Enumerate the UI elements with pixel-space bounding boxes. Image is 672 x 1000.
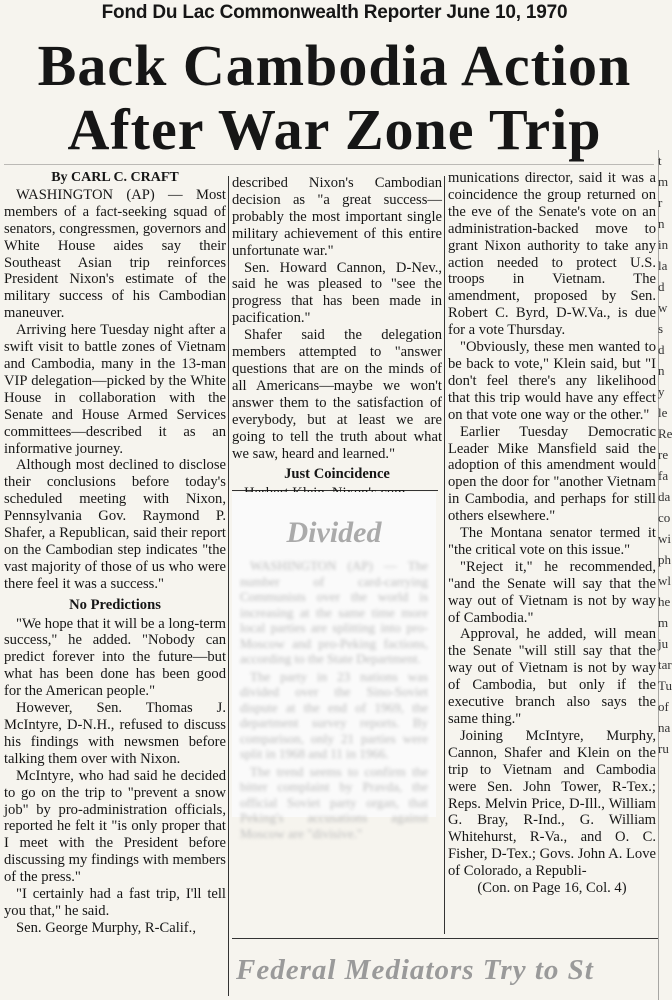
adjacent-column-fragments <box>658 150 672 1000</box>
paragraph: Shafer said the delegation members attempted to "answer questions that are on the minds of all Americans—maybe we won't answer them to the satisfaction of everybody, but at least we are going to tell the truth about what we saw, heard and learned." <box>232 327 442 462</box>
box-title: Divided <box>286 516 382 549</box>
edge-fragment: he <box>658 594 671 609</box>
column-rule-2 <box>444 176 445 934</box>
paragraph: McIntyre, who had said he decided to go on the trip to "prevent a snow job" by pro-administration officials, reported he felt it "is only proper that I meet with the President before discussing my findings with members of the press." <box>4 767 226 886</box>
edge-fragment: la <box>658 258 668 273</box>
paragraph: However, Sen. Thomas J. McIntyre, D-N.H., refused to discuss his findings with newsmen before talking them over with Nixon. <box>4 700 226 767</box>
column-rule-1 <box>228 176 229 996</box>
divided-sidebar-box <box>232 492 436 841</box>
edge-fragment: y <box>658 384 665 399</box>
edge-fragment: da <box>658 489 671 504</box>
edge-fragment: t <box>658 153 662 168</box>
edge-fragment: in <box>658 237 669 252</box>
paragraph: Joining McIntyre, Murphy, Cannon, Shafer and Klein on the trip to Vietnam and Cambodia were Sen. John Tower, R-Tex.; Reps. Melvin Price, D-Ill., William G. Bray, R-Ind., G. William Whitehurst, R-Va., and O. C. Fisher, D-Tex.; Govs. John A. Love of Colorado, a Republi- <box>448 727 656 880</box>
edge-fragment: s <box>658 321 664 336</box>
continued-line: (Con. on Page 16, Col. 4) <box>477 880 627 897</box>
subhead: Just Coincidence <box>284 466 390 483</box>
edge-fragment: na <box>658 720 671 735</box>
paragraph: "Obviously, these men wanted to be back to vote," Klein said, but "I don't feel there's any likelihood that this trip would have any effect on that vote one way or the other." <box>448 339 656 423</box>
paragraph: "We hope that it will be a long-term success," he added. "Nobody can predict forever into the future—but what has been done has been good for the American people." <box>4 615 226 700</box>
paragraph: munications director, said it was a coincidence the group returned on the eve of the Senate's vote on an administration-backed move to grant Nixon authority to take any action needed to protect U.S. troops in Vietnam. The amendment, proposed by Sen. Robert C. Byrd, D-W.Va., is due for a vote Thursday. <box>448 170 656 339</box>
edge-fragment: le <box>658 405 668 420</box>
paragraph: described Nixon's Cambodian decision as "a great success—probably the most important single military achievement of this entire unfortunate war." <box>232 175 442 259</box>
edge-fragment: of <box>658 699 669 714</box>
edge-fragment: d <box>658 342 665 357</box>
box-body <box>240 558 428 841</box>
edge-fragment: n <box>658 216 665 231</box>
paragraph: Approval, he added, will mean the Senate "will still say that the way out of Vietnam is not by way of Cambodia, but only if the executive branch also says the same thing." <box>448 626 656 727</box>
article-column-2 <box>232 175 442 502</box>
edge-fragment: ru <box>658 741 669 756</box>
edge-fragment: r <box>658 195 663 210</box>
bottom-headline: Federal Mediators Try to St <box>236 954 594 986</box>
paragraph: "Reject it," he recommended, "and the Senate will say that the way out of Vietnam is not by way of Cambodia." <box>448 558 656 626</box>
edge-fragment: Re <box>658 426 672 441</box>
bottom-rule <box>232 938 658 939</box>
top-rule <box>4 164 654 165</box>
headline-line-2: After War Zone Trip <box>67 97 602 162</box>
paragraph: Sen. Howard Cannon, D-Nev., said he was pleased to "see the progress that has been made in pacification." <box>232 259 442 327</box>
edge-fragment: w <box>658 300 668 315</box>
edge-fragment: fa <box>658 468 669 483</box>
article-column-3 <box>448 170 656 897</box>
edge-fragment: m <box>658 615 669 630</box>
edge-fragment: re <box>658 447 669 462</box>
source-line: Fond Du Lac Commonwealth Reporter June 10, 1970 <box>101 2 568 23</box>
paragraph: Although most declined to disclose their conclusions before today's scheduled meeting with Nixon, Pennsylvania Gov. Raymond P. Shafer, a Republican, said their report on the Cambodian step indicates "the vast majority of those of us who were there feel it was a success." <box>4 457 226 592</box>
article-column-1 <box>4 170 226 937</box>
paragraph: The trend seems to confirm the bitter complaint by Pravda, the official Soviet party organ, that Peking's accusations against Moscow are "divisive." <box>240 763 428 841</box>
subhead: No Predictions <box>69 596 161 613</box>
paragraph: Earlier Tuesday Democratic Leader Mike Mansfield said the adoption of this amendment would open the door for "another Vietnam in Cambodia, and perhaps for still others elsewhere." <box>448 423 656 525</box>
edge-fragment: m <box>658 174 669 189</box>
byline: By CARL C. CRAFT <box>51 170 179 185</box>
headline-line-1: Back Cambodia Action <box>37 33 632 98</box>
edge-fragment: co <box>658 510 671 525</box>
edge-fragment: Tu <box>658 678 672 693</box>
edge-fragment: wi <box>658 531 671 546</box>
paragraph: "I certainly had a fast trip, I'll tell you that," he said. <box>4 886 226 919</box>
edge-fragment: n <box>658 363 665 378</box>
edge-fragment: ph <box>658 552 671 567</box>
edge-fragment: d <box>658 279 665 294</box>
paragraph: Sen. George Murphy, R-Calif., <box>16 919 196 936</box>
paragraph: The party in 23 nations was divided over the Sino-Soviet dispute at the end of 1969, the department survey reports. By comparison, only 21 parties were split in 1968 and 11 in 1966. <box>240 668 428 761</box>
edge-fragment: ju <box>658 636 669 651</box>
paragraph: WASHINGTON (AP) — The number of card-carrying Communists over the world is increasing at the same time more local parties are splitting into pro-Moscow and pro-Peking factions, according to the State Department. <box>240 558 428 666</box>
paragraph: WASHINGTON (AP) — Most members of a fact-seeking squad of senators, congressmen, governors and White House aides say their Southeast Asian trip reinforces President Nixon's estimate of the military success of his Cambodian maneuver. <box>4 186 226 322</box>
paragraph: Arriving here Tuesday night after a swift visit to battle zones of Vietnam and Cambodia, many in the 13-man VIP delegation—picked by the White House in collaboration with the Senate and House Armed Services committees—described it as an informative journey. <box>4 322 226 457</box>
edge-fragment: wl <box>658 573 671 588</box>
edge-fragment: tar <box>658 657 672 672</box>
paragraph: The Montana senator termed it "the critical vote on this issue." <box>448 525 656 558</box>
